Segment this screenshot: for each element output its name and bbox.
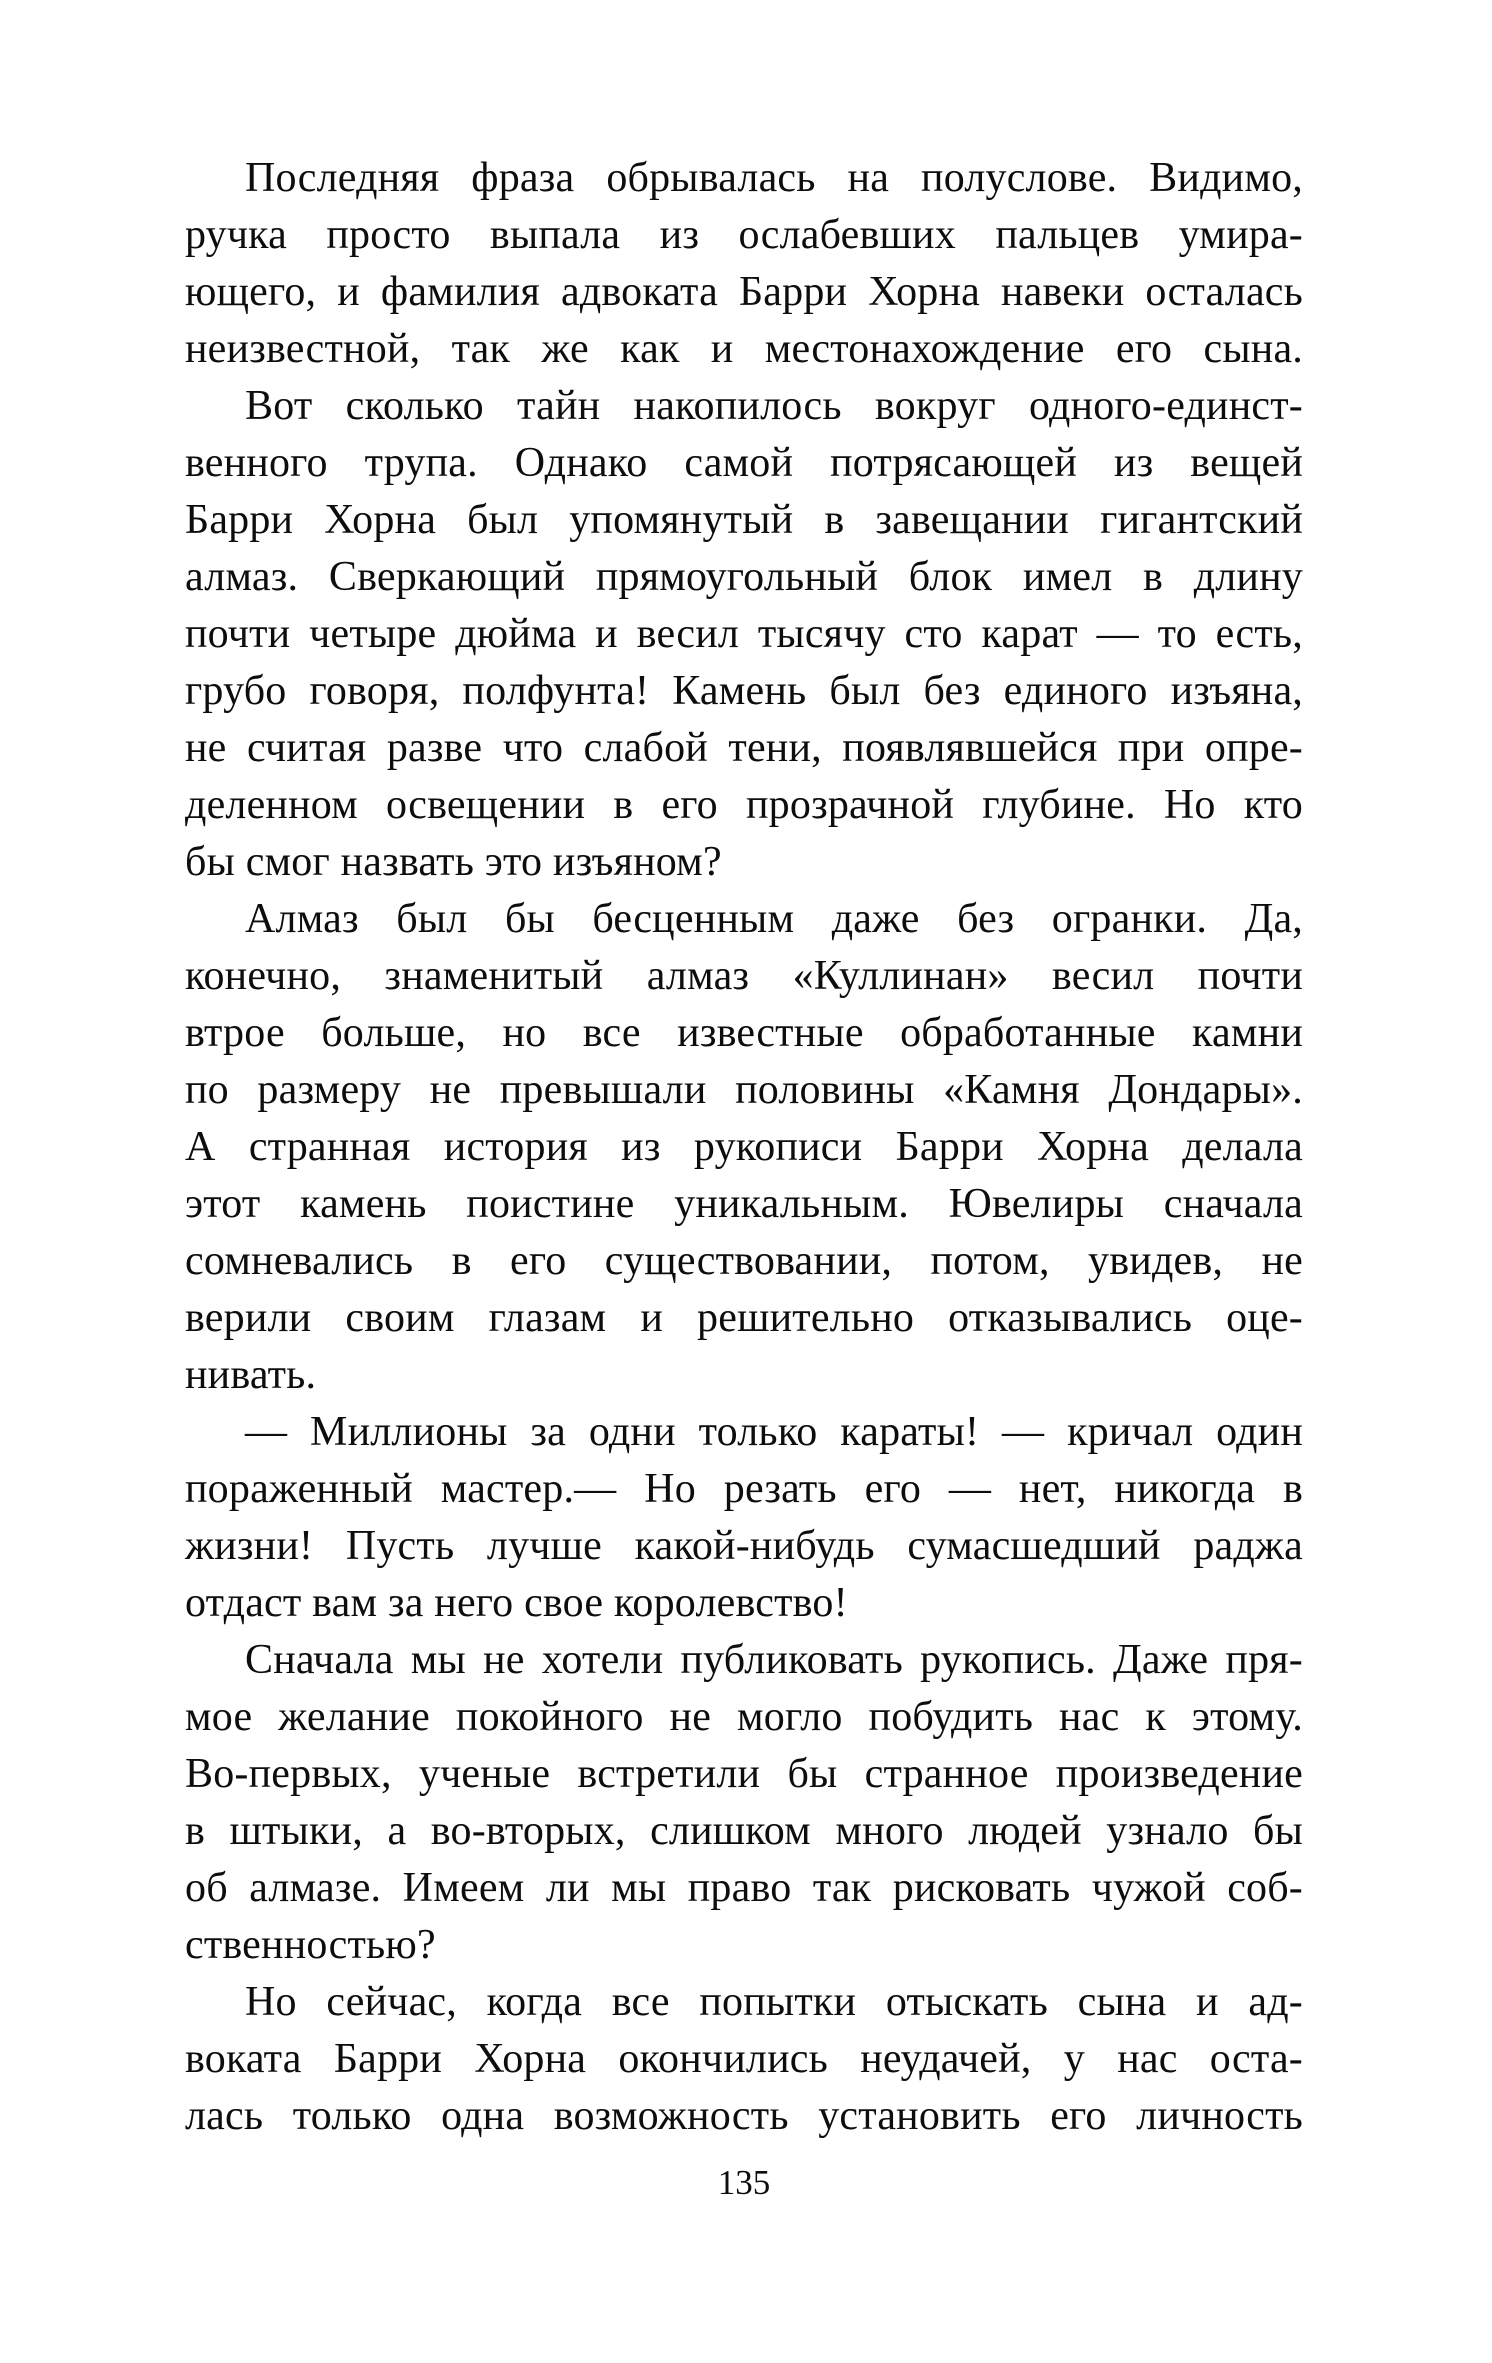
text-block xyxy=(185,150,1303,2145)
text-line: ственностью? xyxy=(185,1922,436,1968)
text-line: Вот сколько тайн накопилось вокруг одного-единст- xyxy=(245,383,1303,429)
text-line: конечно, знаменитый алмаз «Куллинан» весил почти xyxy=(185,953,1303,999)
text-line: грубо говоря, полфунта! Камень был без единого изъяна, xyxy=(185,668,1303,714)
text-line: сомневались в его существовании, потом, увидев, не xyxy=(185,1238,1303,1284)
text-line: отдаст вам за него свое королевство! xyxy=(185,1580,848,1626)
text-line: Но сейчас, когда все попытки отыскать сына и ад- xyxy=(245,1979,1303,2025)
text-line: Барри Хорна был упомянутый в завещании гигантский xyxy=(185,497,1303,543)
text-line: Во-первых, ученые встретили бы странное произведение xyxy=(185,1751,1303,1797)
text-line: об алмазе. Имеем ли мы право так рисковать чужой соб- xyxy=(185,1865,1303,1911)
text-line: ющего, и фамилия адвоката Барри Хорна навеки осталась xyxy=(185,269,1303,315)
text-line: не считая разве что слабой тени, появлявшейся при опре- xyxy=(185,725,1303,771)
text-line: в штыки, а во-вторых, слишком много людей узнало бы xyxy=(185,1808,1303,1854)
text-line: втрое больше, но все известные обработанные камни xyxy=(185,1010,1303,1056)
paragraph xyxy=(185,891,1303,1404)
page-number: 135 xyxy=(717,2163,771,2202)
paragraph xyxy=(185,1632,1303,1974)
text-line: алмаз. Сверкающий прямоугольный блок имел в длину xyxy=(185,554,1303,600)
text-line: верили своим глазам и решительно отказывались оце- xyxy=(185,1295,1303,1341)
text-line: по размеру не превышали половины «Камня Дондары». xyxy=(185,1067,1303,1113)
text-line: нивать. xyxy=(185,1352,317,1398)
paragraph xyxy=(185,150,1303,378)
text-line: Последняя фраза обрывалась на полуслове. Видимо, xyxy=(245,155,1303,201)
paragraph xyxy=(185,1404,1303,1632)
text-line: почти четыре дюйма и весил тысячу сто карат — то есть, xyxy=(185,611,1303,657)
text-line: воката Барри Хорна окончились неудачей, у нас оста- xyxy=(185,2036,1303,2082)
text-line: пораженный мастер.— Но резать его — нет, никогда в xyxy=(185,1466,1303,1512)
text-line: венного трупа. Однако самой потрясающей из вещей xyxy=(185,440,1303,486)
text-line: лась только одна возможность установить его личность xyxy=(185,2093,1303,2139)
text-line: бы смог назвать это изъяном? xyxy=(185,839,722,885)
text-line: Алмаз был бы бесценным даже без огранки. Да, xyxy=(245,896,1303,942)
text-line: Сначала мы не хотели публиковать рукопись. Даже пря- xyxy=(245,1637,1303,1683)
paragraph xyxy=(185,1974,1303,2145)
paragraph xyxy=(185,378,1303,891)
text-line: мое желание покойного не могло побудить нас к этому. xyxy=(185,1694,1303,1740)
text-line: жизни! Пусть лучше какой-нибудь сумасшедший раджа xyxy=(185,1523,1303,1569)
text-line: этот камень поистине уникальным. Ювелиры сначала xyxy=(185,1181,1303,1227)
text-line: неизвестной, так же как и местонахождение его сына. xyxy=(185,326,1303,372)
text-line: деленном освещении в его прозрачной глубине. Но кто xyxy=(185,782,1303,828)
text-line: А странная история из рукописи Барри Хорна делала xyxy=(185,1124,1303,1170)
text-line: ручка просто выпала из ослабевших пальцев умира- xyxy=(185,212,1303,258)
text-line: — Миллионы за одни только караты! — кричал один xyxy=(245,1409,1303,1455)
